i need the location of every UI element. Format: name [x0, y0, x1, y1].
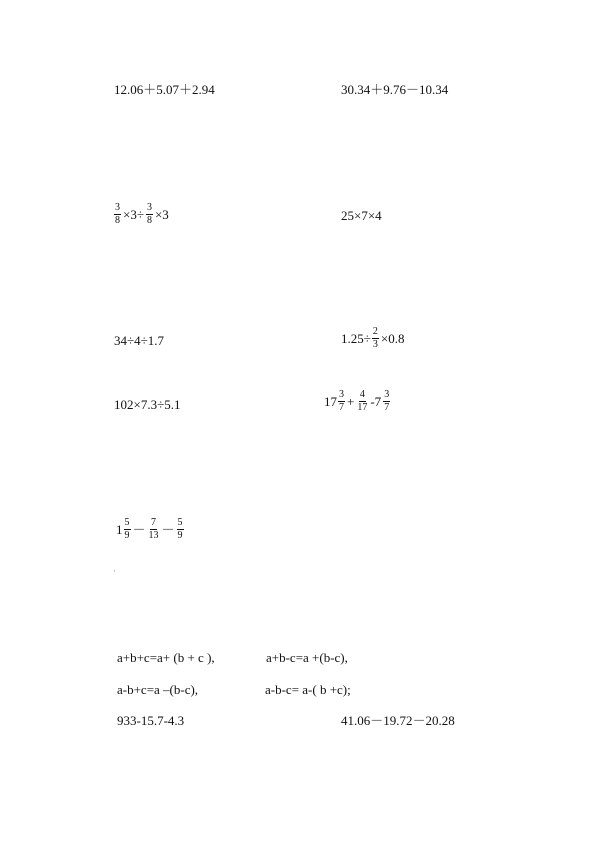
whole-number: 17 — [324, 394, 337, 409]
operator: ×3 — [154, 207, 169, 222]
problem-10-text: 933-15.7-4.3 — [117, 713, 185, 728]
problem-7-text: 102×7.3÷5.1 — [114, 397, 181, 412]
whole-number: 1 — [116, 522, 123, 537]
fraction: $\frac{3}{8}$ — [115, 202, 120, 226]
fraction: $\frac{4}{17}$ — [357, 389, 368, 413]
problem-2-text: 30.34＋9.76－10.34 — [341, 82, 449, 97]
operator: ×0.8 — [380, 331, 405, 346]
stray-mark: ˈ — [113, 569, 116, 578]
problem-4-text: 25×7×4 — [341, 208, 382, 223]
rule-3 — [117, 683, 198, 696]
fraction: $\frac{3}{7}$ — [339, 389, 344, 413]
fraction: $\frac{5}{9}$ — [177, 517, 183, 541]
rule-4 — [265, 683, 351, 696]
rule-2-text: a+b-c=a +(b-c), — [266, 650, 348, 665]
problem-6 — [341, 327, 405, 350]
operator: － — [132, 522, 146, 537]
problem-3 — [113, 203, 170, 226]
problem-5-text: 34÷4÷1.7 — [114, 333, 165, 348]
problem-6-lead: 1.25÷ — [341, 331, 371, 346]
fraction: $\frac{3}{8}$ — [146, 202, 152, 226]
rule-1-text: a+b+c=a+ (b + c ), — [117, 650, 215, 665]
problem-10 — [117, 714, 184, 727]
problem-5 — [114, 334, 164, 347]
fraction: $\frac{2}{3}$ — [372, 326, 378, 350]
problem-1-text: 12.06＋5.07＋2.94 — [114, 82, 215, 97]
rule-4-text: a-b-c= a-( b +c); — [265, 682, 351, 697]
operator: + — [347, 394, 355, 409]
problem-1 — [114, 83, 215, 96]
problem-2 — [341, 83, 448, 96]
operator: -7 — [370, 394, 382, 409]
problem-8 — [324, 390, 391, 413]
operator: － — [161, 522, 175, 537]
problem-7 — [114, 398, 180, 411]
rule-2 — [266, 651, 348, 664]
problem-4 — [341, 209, 382, 222]
fraction: $\frac{3}{7}$ — [384, 389, 390, 413]
problem-11-text: 41.06－19.72－20.28 — [341, 713, 455, 728]
problem-9 — [116, 518, 185, 541]
problem-11 — [341, 714, 455, 727]
rule-1 — [117, 651, 215, 664]
fraction: $\frac{5}{9}$ — [124, 517, 130, 541]
fraction: $\frac{7}{13}$ — [148, 517, 159, 541]
operator: ×3÷ — [123, 207, 144, 222]
rule-3-text: a-b+c=a –(b-c), — [117, 682, 199, 697]
